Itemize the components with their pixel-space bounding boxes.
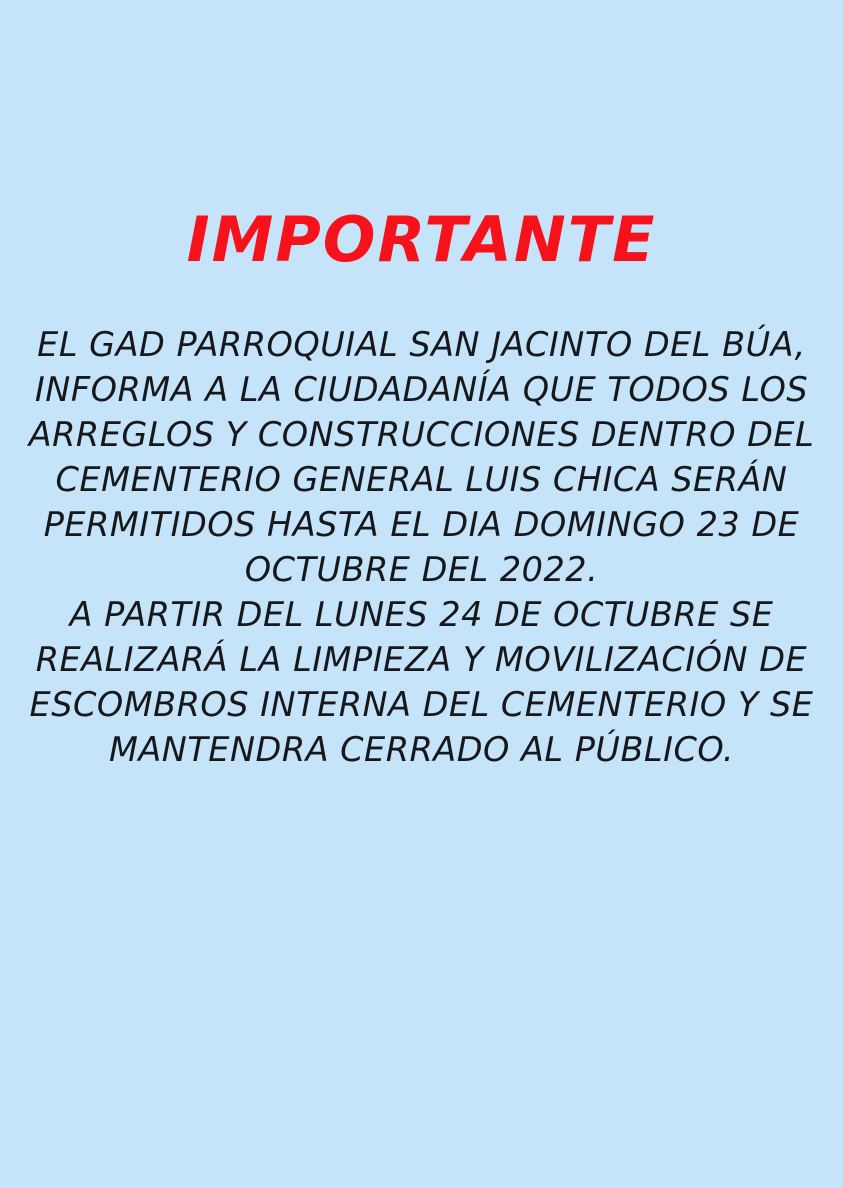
announcement-paragraph-1: EL GAD PARROQUIAL SAN JACINTO DEL BÚA, INFORMA A LA CIUDADANÍA QUE TODOS LOS ARREGLOS Y CONSTRUCCIONES DENTRO DEL CEMENTERIO GENERAL LUIS CHICA SERÁN PERMITIDOS HASTA EL DIA DOMINGO 23 DE OCTUBRE DEL 2022.: [28, 325, 815, 589]
announcement-paragraph-2: A PARTIR DEL LUNES 24 DE OCTUBRE SE REALIZARÁ LA LIMPIEZA Y MOVILIZACIÓN DE ESCOMBROS INTERNA DEL CEMENTERIO Y SE MANTENDRA CERRADO AL PÚBLICO.: [29, 595, 814, 769]
announcement-body: [0, 322, 843, 772]
page-title: IMPORTANTE: [186, 203, 657, 276]
